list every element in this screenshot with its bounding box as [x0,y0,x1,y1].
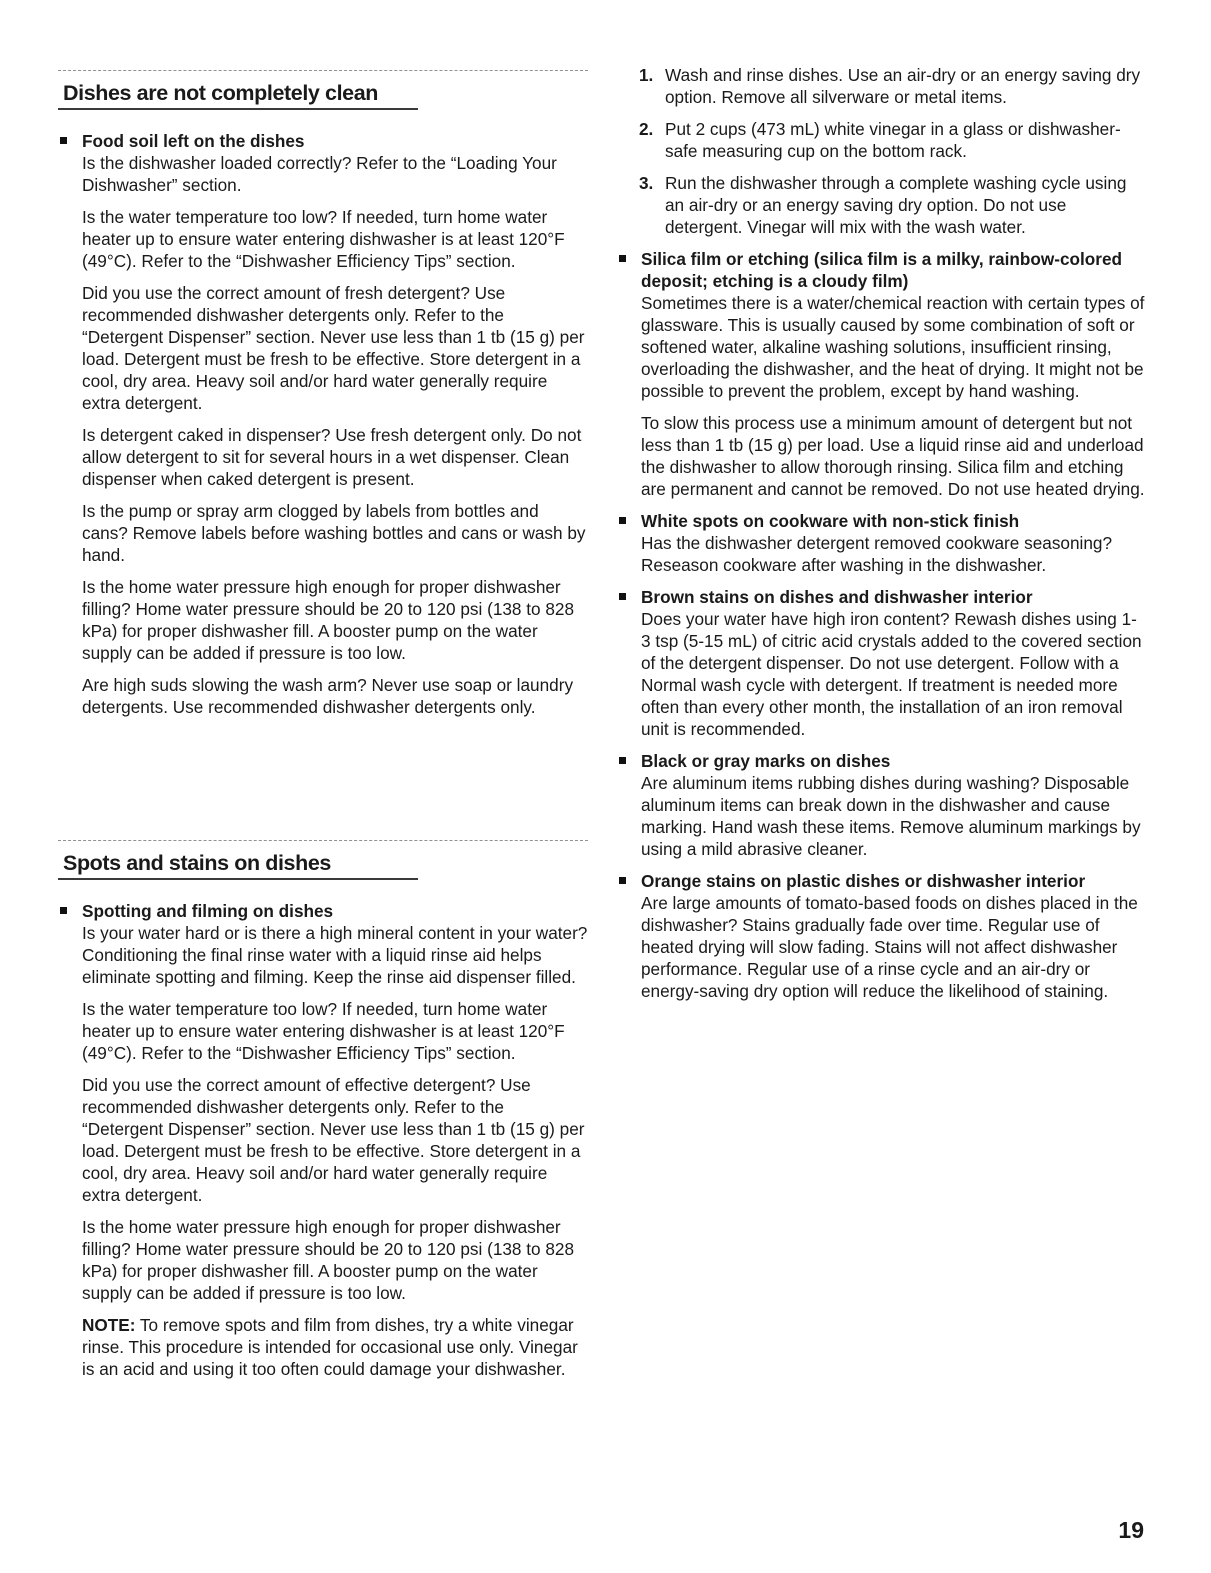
paragraph: Did you use the correct amount of effective detergent? Use recommended dishwasher detergents only. Refer to the “Detergent Dispenser” section. Never use less than 1 tb (15 g) per load. Detergent must be fresh to be effective. Store detergent in a cool, dry area. Heavy soil and/or hard water generally require extra detergent. [82,1075,585,1205]
paragraph: To slow this process use a minimum amount of detergent but not less than 1 tb (15 g) per load. Use a liquid rinse aid and underload the dishwasher to allow thorough rinsing. Silica film and etching are permanent and cannot be removed. Do not use heated drying. [641,413,1145,499]
step-1 [639,64,1145,108]
paragraph: Did you use the correct amount of fresh detergent? Use recommended dishwasher detergents only. Refer to the “Detergent Dispenser” section. Never use less than 1 tb (15 g) per load. Detergent must be fresh to be effective. Store detergent in a cool, dry area. Heavy soil and/or hard water generally require extra detergent. [82,283,585,413]
section-underline [58,878,418,880]
step-number: 3. [639,173,654,193]
section-dishes-not-clean [58,70,588,728]
paragraph: Has the dishwasher detergent removed cookware seasoning? Reseason cookware after washing in the dishwasher. [641,533,1113,575]
bullet-icon [619,593,626,600]
right-column [617,64,1145,1012]
section-heading: Spots and stains on dishes [63,851,331,875]
bullet-icon [60,907,67,914]
step-number: 2. [639,119,654,139]
item-black-gray-marks [617,750,1145,860]
section-underline [58,108,418,110]
paragraph: Is the water temperature too low? If needed, turn home water heater up to ensure water entering dishwasher is at least 120°F (49°C). Refer to the “Dishwasher Efficiency Tips” section. [82,207,565,271]
item-title: White spots on cookware with non-stick finish [641,511,1020,531]
item-title: Black or gray marks on dishes [641,751,891,771]
paragraph: Is the home water pressure high enough for proper dishwasher filling? Home water pressure should be 20 to 120 psi (138 to 828 kPa) for proper dishwasher fill. A booster pump on the water supply can be added if pressure is too low. [82,1217,575,1303]
item-spotting-filming [58,900,588,1380]
bullet-icon [60,137,67,144]
paragraph: Is the water temperature too low? If needed, turn home water heater up to ensure water entering dishwasher is at least 120°F (49°C). Refer to the “Dishwasher Efficiency Tips” section. [82,999,565,1063]
section-top-rule [58,840,588,841]
item-title: Brown stains on dishes and dishwasher interior [641,587,1033,607]
paragraph: Are large amounts of tomato-based foods on dishes placed in the dishwasher? Stains gradually fade over time. Regular use of heated drying will slow fading. Stains will not affect dishwasher performance. Regular use of a rinse cycle and an air-dry or energy-saving dry option will reduce the likelihood of staining. [641,893,1138,1001]
item-orange-stains [617,870,1145,1002]
paragraph: Is the dishwasher loaded correctly? Refer to the “Loading Your Dishwasher” section. [82,153,557,195]
page-number: 19 [1118,1517,1144,1543]
step-text: Run the dishwasher through a complete washing cycle using an air-dry or an energy saving dry option. Do not use detergent. Vinegar will mix with the wash water. [665,173,1127,237]
step-number: 1. [639,65,654,85]
item-brown-stains [617,586,1145,740]
paragraph: Is the home water pressure high enough for proper dishwasher filling? Home water pressure should be 20 to 120 psi (138 to 828 kPa) for proper dishwasher fill. A booster pump on the water supply can be added if pressure is too low. [82,577,575,663]
item-food-soil [58,130,588,718]
section-heading: Dishes are not completely clean [63,81,379,105]
paragraph: Is the pump or spray arm clogged by labels from bottles and cans? Remove labels before washing bottles and cans or wash by hand. [82,501,586,565]
bullet-icon [619,255,626,262]
bullet-icon [619,757,626,764]
item-title: Food soil left on the dishes [82,131,305,151]
step-text: Put 2 cups (473 mL) white vinegar in a glass or dishwasher-safe measuring cup on the bottom rack. [665,119,1121,161]
section-top-rule [58,70,588,71]
item-title: Orange stains on plastic dishes or dishwasher interior [641,871,1086,891]
note-paragraph [82,1314,588,1380]
note-text: To remove spots and film from dishes, try a white vinegar rinse. This procedure is intended for occasional use only. Vinegar is an acid and using it too often could damage your dishwasher. [82,1315,578,1379]
note-label: NOTE: [82,1315,136,1335]
item-title: Spotting and filming on dishes [82,901,334,921]
paragraph: Is your water hard or is there a high mineral content in your water? Conditioning the final rinse water with a liquid rinse aid helps eliminate spotting and filming. Keep the rinse aid dispenser filled. [82,923,588,987]
item-white-spots [617,510,1145,576]
step-2 [639,118,1145,162]
item-title: Silica film or etching (silica film is a milky, rainbow-colored deposit; etching is a cloudy film) [641,249,1123,291]
paragraph: Are aluminum items rubbing dishes during washing? Disposable aluminum items can break down in the dishwasher and cause marking. Hand wash these items. Remove aluminum markings by using a mild abrasive cleaner. [641,773,1141,859]
paragraph: Is detergent caked in dispenser? Use fresh detergent only. Do not allow detergent to sit for several hours in a wet dispenser. Clean dispenser when caked detergent is present. [82,425,582,489]
vinegar-steps [617,64,1145,238]
step-3 [639,172,1145,238]
paragraph: Does your water have high iron content? Rewash dishes using 1-3 tsp (5-15 mL) of citric acid crystals added to the covered section of the detergent dispenser. Do not use detergent. Follow with a Normal wash cycle with detergent. If treatment is needed more often than every other month, the installation of an iron removal unit is recommended. [641,609,1142,739]
section-spots-and-stains [58,840,588,1390]
bullet-icon [619,517,626,524]
bullet-icon [619,877,626,884]
paragraph: Sometimes there is a water/chemical reaction with certain types of glassware. This is usually caused by some combination of soft or softened water, alkaline washing solutions, insufficient rinsing, overloading the dishwasher, and the heat of drying. It might not be possible to prevent the problem, except by hand washing. [641,293,1145,401]
item-silica-film [617,248,1145,500]
step-text: Wash and rinse dishes. Use an air-dry or an energy saving dry option. Remove all silverware or metal items. [665,65,1141,107]
paragraph: Are high suds slowing the wash arm? Never use soap or laundry detergents. Use recommended dishwasher detergents only. [82,675,574,717]
